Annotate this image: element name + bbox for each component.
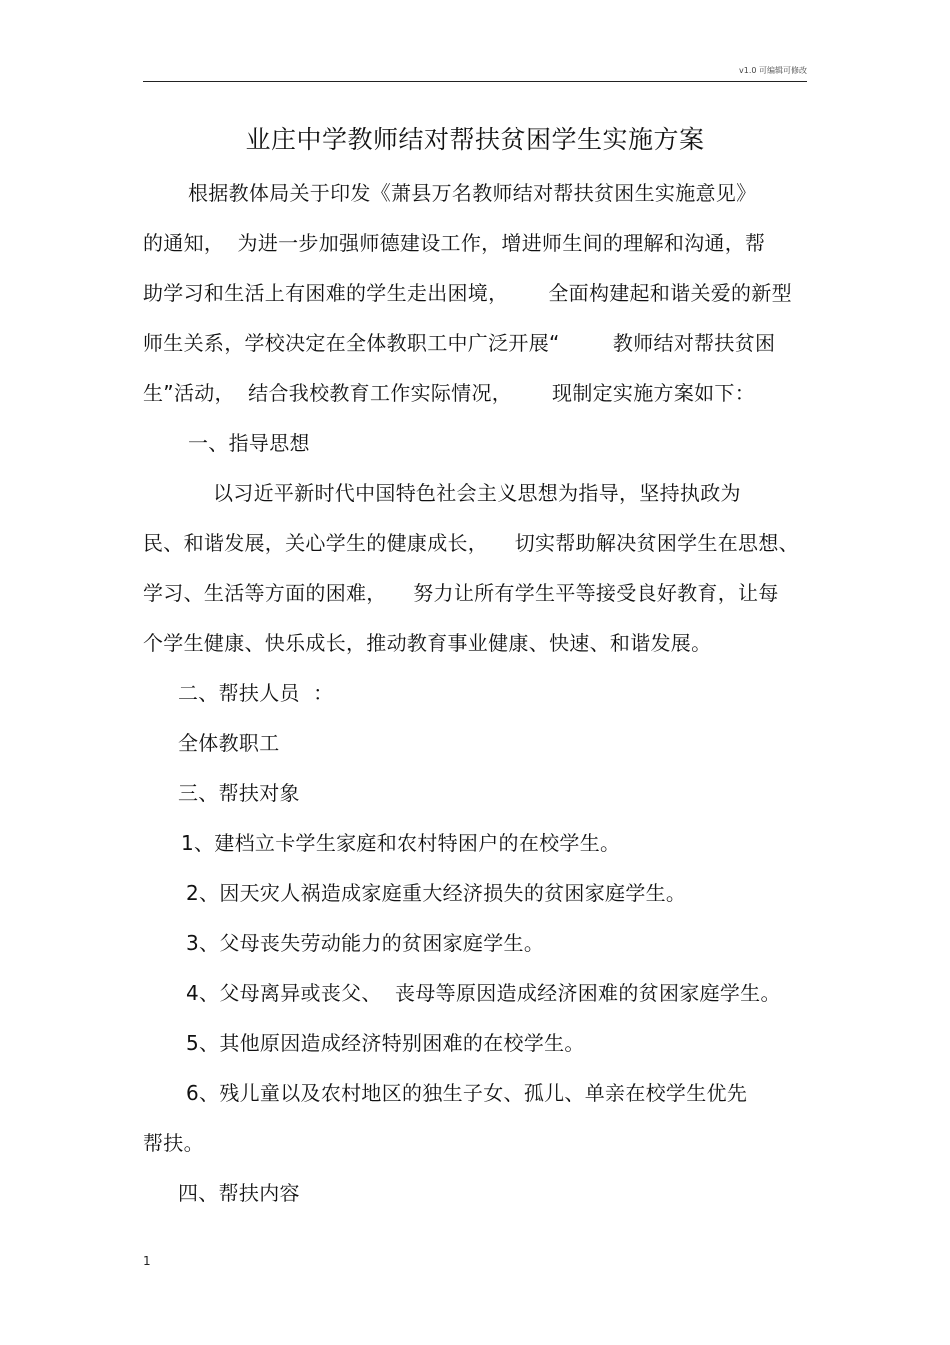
list-item: 3、父母丧失劳动能力的贫困家庭学生。 [186, 931, 545, 955]
list-item-continuation: 帮扶。 [143, 1131, 204, 1155]
section-heading: 一、指导思想 [188, 431, 310, 455]
section-heading: 三、帮扶对象 [178, 781, 300, 805]
paragraph-line: 个学生健康、快乐成长，推动教育事业健康、快速、和谐发展。 [143, 631, 712, 655]
section-heading: 四、帮扶内容 [178, 1181, 300, 1205]
paragraph-line: 的通知， 为进一步加强师德建设工作，增进师生间的理解和沟通，帮 [143, 231, 766, 255]
paragraph-line: 师生关系，学校决定在全体教职工中广泛开展“ 教师结对帮扶贫困 [143, 331, 776, 355]
paragraph-line: 学习、生活等方面的困难， 努力让所有学生平等接受良好教育，让每 [143, 581, 779, 605]
paragraph-line: 全体教职工 [178, 731, 280, 755]
paragraph-line: 以习近平新时代中国特色社会主义思想为指导，坚持执政为 [213, 481, 741, 505]
paragraph-line: 民、和谐发展，关心学生的健康成长， 切实帮助解决贫困学生在思想、 [143, 531, 799, 555]
section-heading: 二、帮扶人员 ： [178, 681, 334, 705]
list-item: 6、残儿童以及农村地区的独生子女、孤儿、单亲在校学生优先 [186, 1081, 748, 1105]
list-item: 1、建档立卡学生家庭和农村特困户的在校学生。 [181, 831, 621, 855]
list-item: 2、因天灾人祸造成家庭重大经济损失的贫困家庭学生。 [186, 881, 687, 905]
paragraph-line: 助学习和生活上有困难的学生走出困境， 全面构建起和谐关爱的新型 [143, 281, 792, 305]
list-item: 4、父母离异或丧父、 丧母等原因造成经济困难的贫困家庭学生。 [186, 981, 781, 1005]
header-rule [143, 81, 807, 82]
paragraph-line: 生”活动， 结合我校教育工作实际情况， 现制定实施方案如下： [143, 381, 756, 405]
page-number: 1 [143, 1254, 151, 1268]
list-item: 5、其他原因造成经济特别困难的在校学生。 [186, 1031, 585, 1055]
header-version-note: v1.0 可编辑可修改 [739, 66, 807, 75]
paragraph-line: 根据教体局关于印发《萧县万名教师结对帮扶贫困生实施意见》 [188, 181, 757, 205]
document-title: 业庄中学教师结对帮扶贫困学生实施方案 [245, 125, 705, 154]
